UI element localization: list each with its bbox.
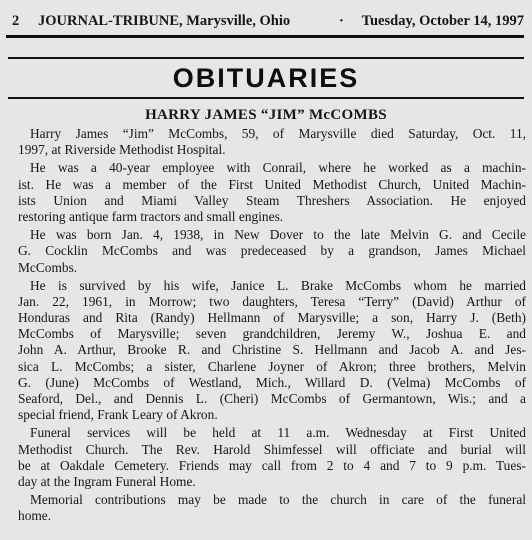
paragraph-line: Honduras and Rita (Randy) Hellmann of Marysville; a son, Harry J. (Beth)	[18, 310, 526, 326]
paragraph	[18, 126, 526, 158]
paragraph-line: sica L. McCombs; a sister, Charlene Joyner of Akron; three brothers, Melvin	[18, 358, 526, 374]
obituary-body	[18, 126, 526, 525]
paragraph-line: John A. Arthur, Brooke R. and Christine S. Hellmann and Jacob A. and Jes-	[18, 342, 526, 358]
paragraph-line: McCombs of Marysville; seven grandchildren, Jeremy W., Joshua E. and	[18, 326, 526, 342]
paragraph	[18, 227, 526, 276]
paragraph-line: Harry James “Jim” McCombs, 59, of Marysville died Saturday, Oct. 11,	[30, 126, 526, 141]
paragraph	[18, 492, 526, 524]
paragraph-line: Memorial contributions may be made to the church in care of the funeral	[30, 492, 526, 508]
masthead-separator: ·	[339, 13, 344, 29]
paragraph-line: He is survived by his wife, Janice L. Brake McCombs whom he married	[30, 277, 526, 293]
paragraph-line: McCombs.	[18, 259, 78, 275]
masthead	[6, 9, 524, 33]
newspaper-name: JOURNAL-TRIBUNE, Marysville, Ohio	[38, 13, 291, 29]
obituary-headline: HARRY JAMES “JIM” McCOMBS	[145, 107, 387, 123]
paragraph	[18, 160, 526, 225]
paragraph-line: Funeral services will be held at 11 a.m. Wednesday at First United	[30, 425, 526, 441]
paragraph-line: G. Cocklin McCombs and was predeceased by a grandson, James Michael	[18, 243, 526, 259]
section-title: OBITUARIES	[172, 63, 360, 93]
paragraph-line: restoring antique farm tractors and small engines.	[18, 208, 284, 224]
paragraph-line: be at Oakdale Cemetery. Friends may call from 2 to 4 and 7 to 9 p.m. Tues-	[18, 457, 526, 473]
paragraph	[18, 425, 526, 490]
page-number: 2	[12, 13, 20, 29]
paragraph-line: special friend, Frank Leary of Akron.	[18, 407, 218, 423]
issue-date: Tuesday, October 14, 1997	[361, 13, 524, 29]
paragraph-line: He was born Jan. 4, 1938, in New Dover to the late Melvin G. and Cecile	[30, 227, 526, 243]
paragraph-line: Methodist Church. The Rev. Harold Shimfessel will officiate and burial will	[18, 441, 526, 457]
masthead-rule	[6, 35, 524, 38]
paragraph	[18, 278, 526, 424]
paragraph-line: Jan. 22, 1961, in Morrow; two daughters, Teresa “Terry” (David) Arthur of	[18, 293, 526, 309]
paragraph-line: home.	[18, 508, 52, 524]
paragraph-line: Seaford, Del., and Dennis L. (Cheri) McCombs of Germantown, Wis.; and a	[18, 391, 526, 406]
paragraph-line: day at the Ingram Funeral Home.	[18, 473, 196, 489]
paragraph-line: ist. He was a member of the First United Methodist Church, United Machin-	[18, 176, 526, 192]
section-banner	[8, 57, 524, 99]
paragraph-line: He was a 40-year employee with Conrail, where he worked as a machin-	[30, 160, 526, 176]
paragraph-line: G. (June) McCombs of Westland, Mich., Willard D. (Velma) McCombs of	[18, 374, 526, 390]
paragraph-line: 1997, at Riverside Methodist Hospital.	[18, 142, 226, 158]
paragraph-line: ists Union and Miami Valley Steam Threshers Association. He enjoyed	[18, 192, 526, 208]
